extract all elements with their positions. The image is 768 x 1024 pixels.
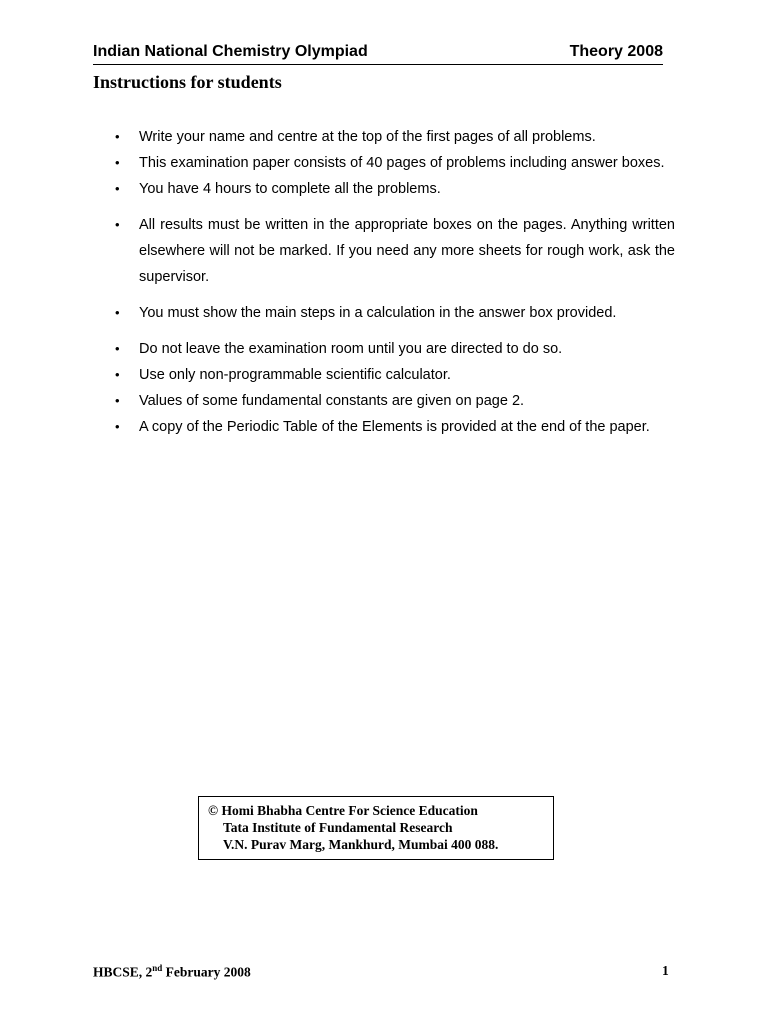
institute-line: Tata Institute of Fundamental Research <box>223 820 453 835</box>
list-item <box>93 300 675 326</box>
bullet-icon: • <box>115 181 120 196</box>
instruction-text: Values of some fundamental constants are given on page 2. <box>139 393 525 409</box>
instruction-text: You must show the main steps in a calculation in the answer box provided. <box>139 305 617 321</box>
copyright-line: © Homi Bhabha Centre For Science Education <box>208 803 478 818</box>
header-subtitle: Theory 2008 <box>569 43 663 60</box>
instruction-text: Do not leave the examination room until you are directed to do so. <box>139 341 563 357</box>
footer-ordinal: nd <box>152 963 163 973</box>
instructions-list <box>93 124 675 440</box>
address-line: V.N. Purav Marg, Mankhurd, Mumbai 400 088. <box>223 837 499 852</box>
bullet-icon: • <box>115 367 120 382</box>
instruction-text: This examination paper consists of 40 pages of problems including answer boxes. <box>139 155 665 171</box>
bullet-icon: • <box>115 393 120 408</box>
list-item <box>93 362 675 388</box>
bullet-icon: • <box>115 419 120 434</box>
instruction-text: Write your name and centre at the top of the first pages of all problems. <box>139 129 596 145</box>
section-title: Instructions for students <box>93 72 282 92</box>
list-item <box>93 124 675 150</box>
list-item <box>93 176 675 202</box>
instruction-text: A copy of the Periodic Table of the Elements is provided at the end of the paper. <box>139 419 650 435</box>
page-header <box>93 42 663 65</box>
bullet-icon: • <box>115 155 120 170</box>
footer-org: HBCSE, 2 <box>93 964 153 980</box>
list-item <box>93 388 675 414</box>
instruction-text: Use only non-programmable scientific calculator. <box>139 367 451 383</box>
instruction-text: You have 4 hours to complete all the problems. <box>139 181 441 197</box>
page-number: 1 <box>662 963 669 978</box>
bullet-icon: • <box>115 129 120 144</box>
bullet-icon: • <box>115 217 120 232</box>
instruction-text: All results must be written in the appropriate boxes on the pages. Anything written elsewhere will not be marked. If you need any more sheets for rough work, ask the supervisor. <box>139 217 675 285</box>
list-item <box>93 414 675 440</box>
header-title: Indian National Chemistry Olympiad <box>93 43 368 60</box>
bullet-icon: • <box>115 341 120 356</box>
copyright-box <box>198 796 554 860</box>
footer-date <box>93 963 251 981</box>
bullet-icon: • <box>115 305 120 320</box>
list-item <box>93 336 675 362</box>
list-item <box>93 212 675 290</box>
list-item <box>93 150 675 176</box>
footer-date-text: February 2008 <box>162 964 251 980</box>
